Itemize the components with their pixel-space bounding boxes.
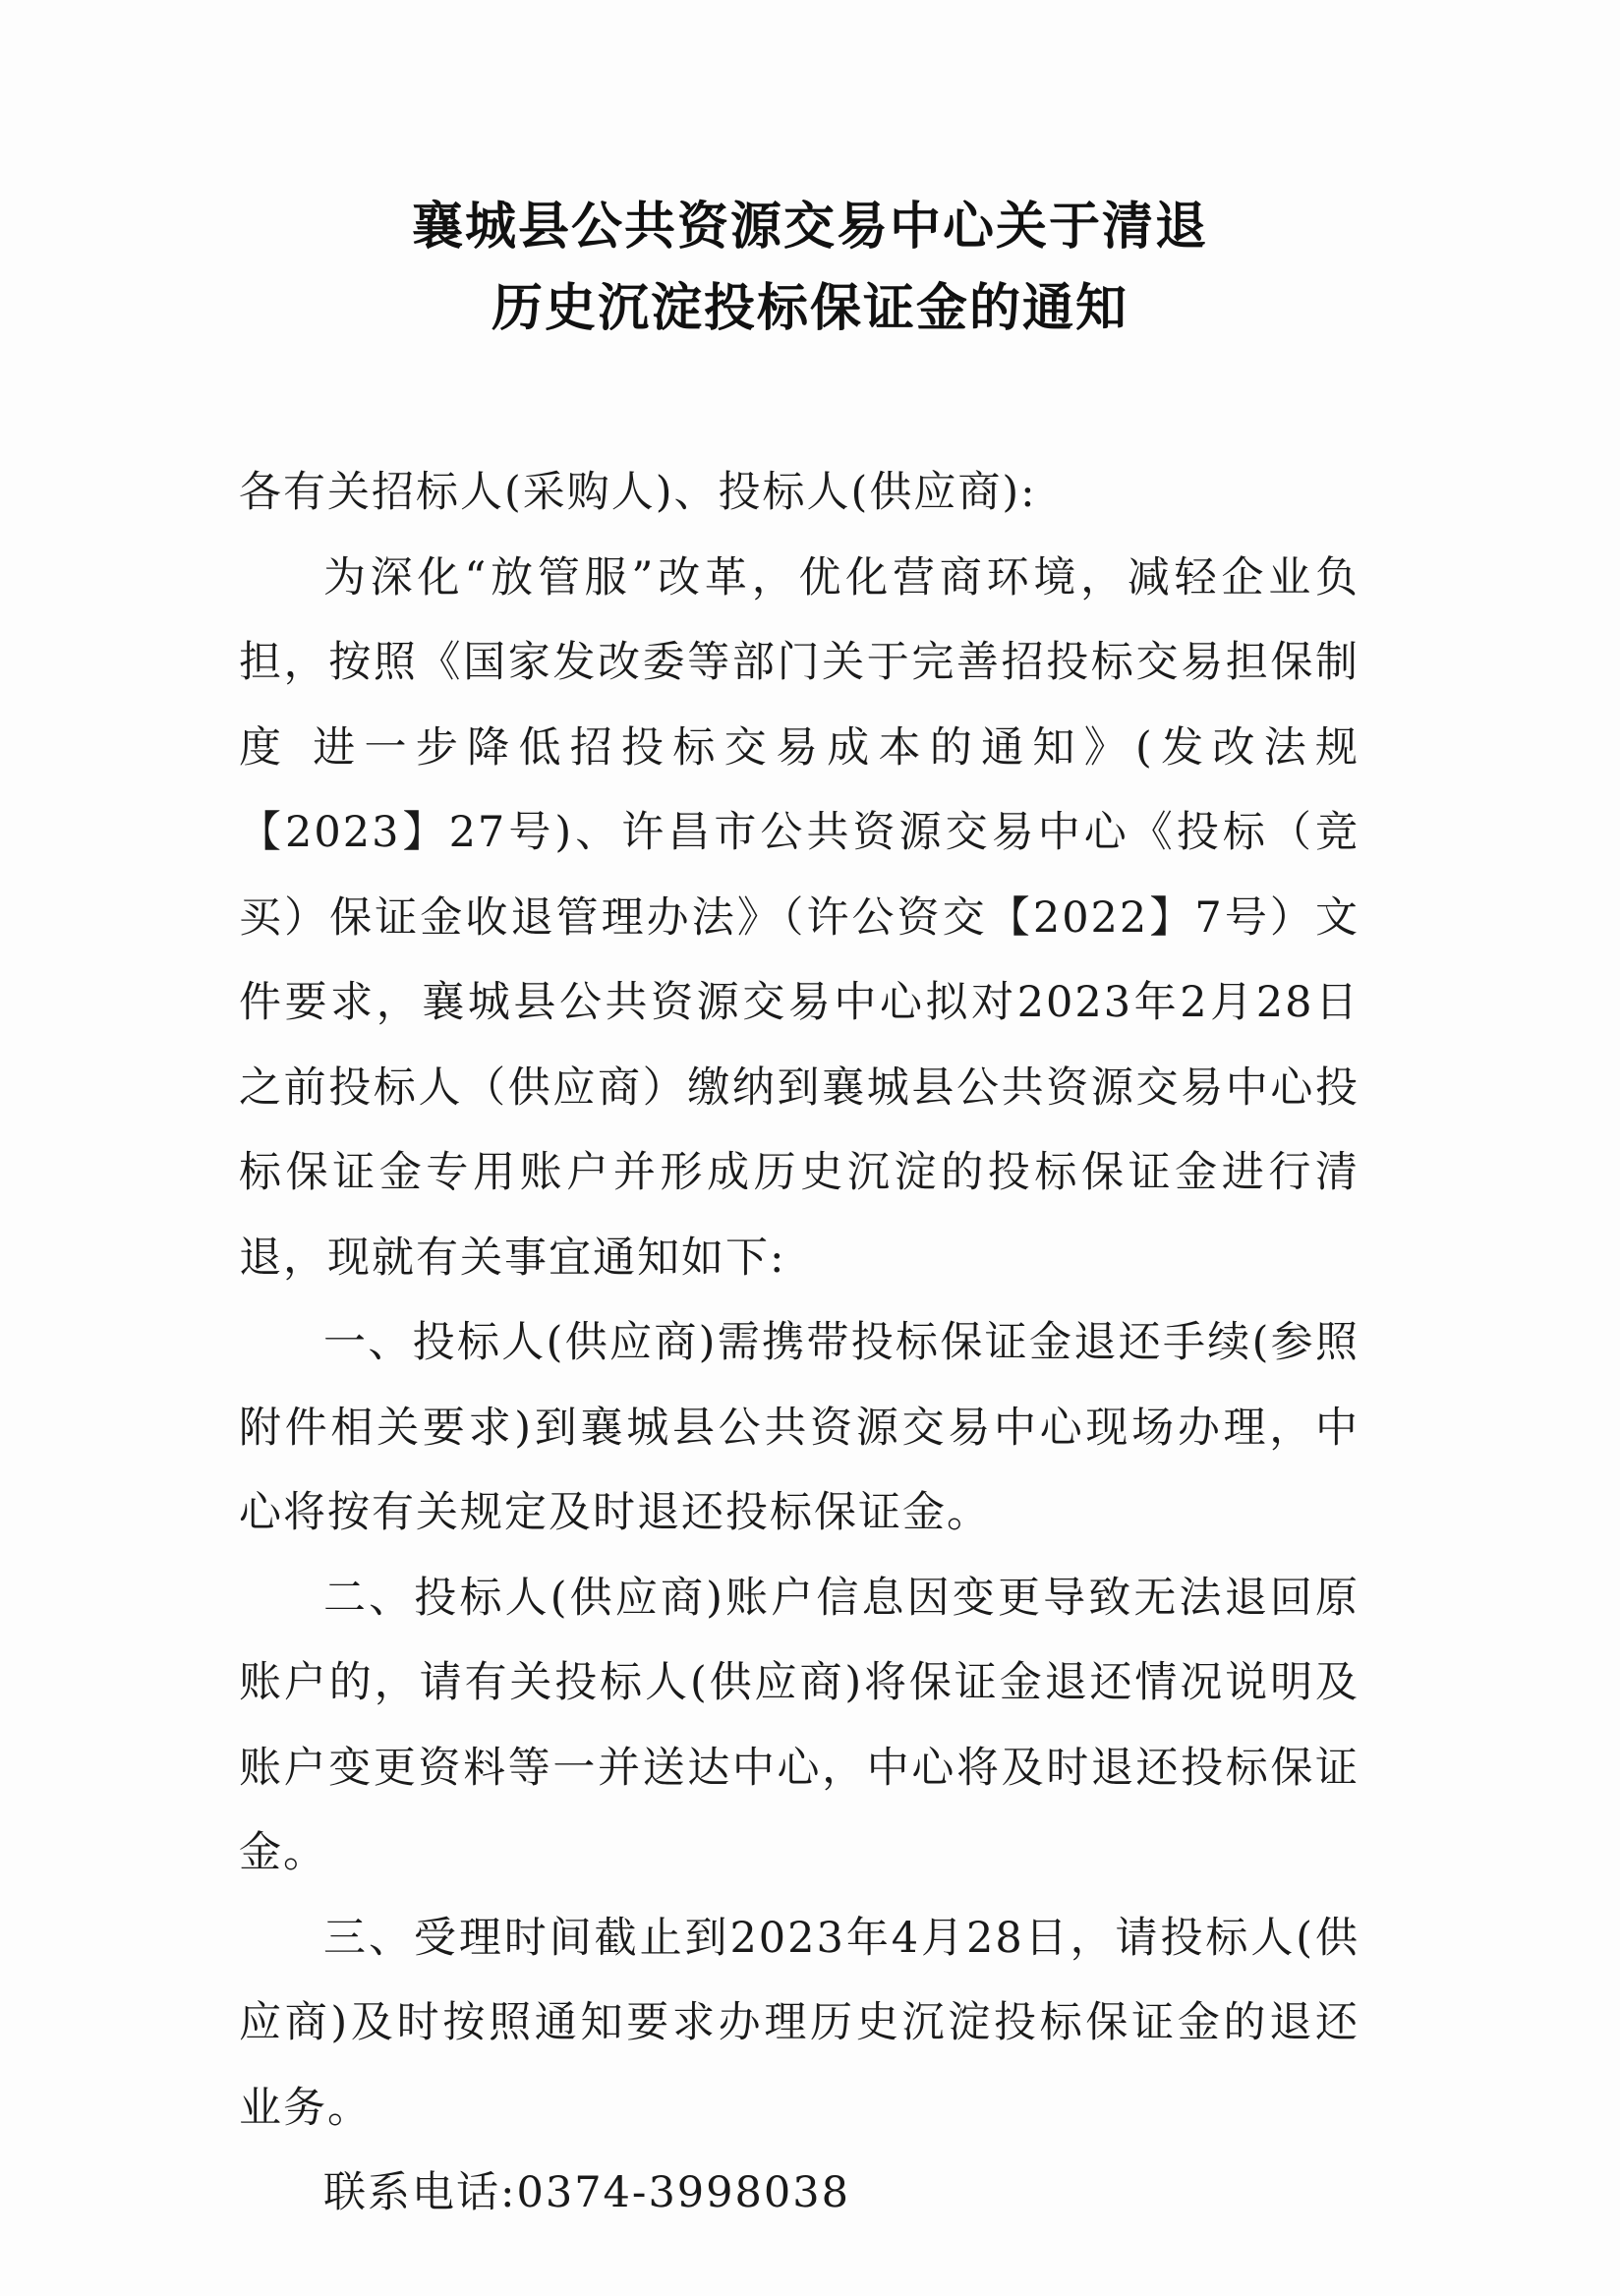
- paragraph-intro: 为深化“放管服”改革，优化营商环境，减轻企业负担，按照《国家发改委等部门关于完善招投标交易担保制度 进一步降低招投标交易成本的通知》(发改法规【2023】27号)、许昌市公共资源交易中心《投标（竞买）保证金收退管理办法》（许公资交【2022】7号）文件要求，襄城县公共资源交易中心拟对2023年2月28日之前投标人（供应商）缴纳到襄城县公共资源交易中心投标保证金专用账户并形成历史沉淀的投标保证金进行清退，现就有关事宜通知如下:: [239, 552, 1360, 1283]
- paragraph-item-3: 三、受理时间截止到2023年4月28日，请投标人(供应商)及时按照通知要求办理历史沉淀投标保证金的退还业务。: [239, 1913, 1360, 2133]
- salutation: 各有关招标人(采购人)、投标人(供应商):: [239, 468, 1037, 517]
- contact-phone: 联系电话:0374-3998038: [323, 2168, 850, 2217]
- document-title-line-2: 历史沉淀投标保证金的通知: [491, 279, 1128, 338]
- document-title-line-1: 襄城县公共资源交易中心关于清退: [411, 198, 1208, 257]
- paragraph-item-1: 一、投标人(供应商)需携带投标保证金退还手续(参照附件相关要求)到襄城县公共资源交易中心现场办理，中心将按有关规定及时退还投标保证金。: [239, 1318, 1360, 1537]
- paragraph-item-2: 二、投标人(供应商)账户信息因变更导致无法退回原账户的，请有关投标人(供应商)将保证金退还情况说明及账户变更资料等一并送达中心，中心将及时退还投标保证金。: [239, 1573, 1360, 1877]
- document-body: [239, 450, 1360, 2236]
